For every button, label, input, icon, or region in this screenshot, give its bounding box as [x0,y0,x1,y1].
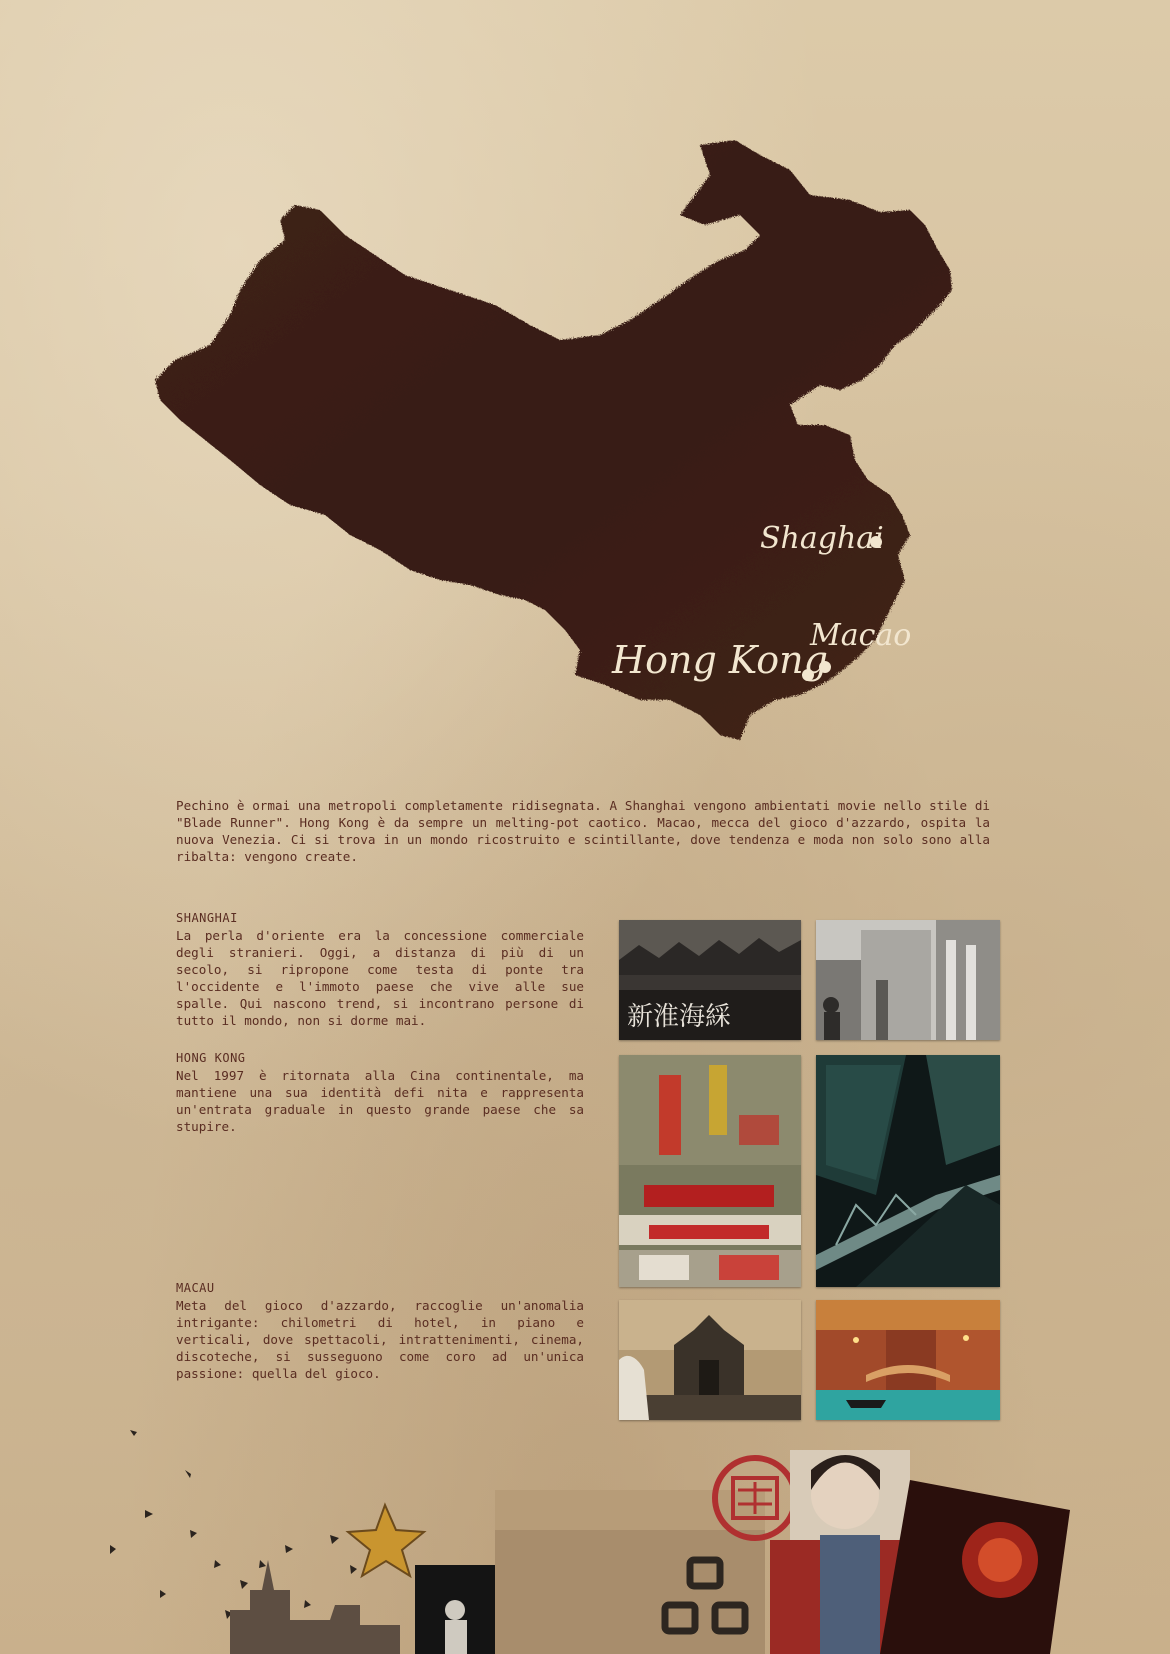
section-body: Nel 1997 è ritornata alla Cina continentale, ma mantiene una sua identità defi nita e rappresenta un'entrata graduale in questo grande paese che sa stupire. [176,1068,584,1134]
section-title: MACAU [176,1281,215,1295]
macao-label: Macao [810,618,912,653]
shanghai-sign-text: 新淮海綵 [627,1002,732,1032]
section-title: HONG KONG [176,1051,246,1065]
section-hong-kong [176,1050,584,1135]
photo-macau-venetian [816,1300,1000,1420]
intro-paragraph: Pechino è ormai una metropoli completamente ridisegnata. A Shanghai vengono ambientati movie nello stile di "Blade Runner". Hong Kong è da sempre un melting-pot caotico. Macao, mecca del gioco d'azzardo, ospita la nuova Venezia. Ci si trova in un mondo ricostruito e scintillante, dove tendenza e moda non solo sono alla ribalta: vengono create. [176,798,990,864]
hongkong-label: Hong Kong [612,638,828,682]
china-map-graphic [150,140,1020,760]
skyline [230,1560,400,1654]
photo-shanghai-street [816,920,1000,1040]
shanghai-label: Shaghai [760,521,884,556]
photo-hong-kong-signs [619,1055,801,1287]
star-icon [348,1505,424,1576]
photo-macau-ruins [619,1300,801,1420]
china-map [150,140,1020,760]
section-macau [176,1280,584,1382]
section-title: SHANGHAI [176,911,238,925]
section-body: La perla d'oriente era la concessione commerciale degli stranieri. Oggi, a distanza di più di un secolo, si ripropone come testa di ponte tra l'occidente e l'immoto paese che vive alle sue spalle. Qui nascono trend, si incontrano persone di tutto il mondo, non si dorme mai. [176,928,584,1028]
photo-hong-kong-towers [816,1055,1000,1287]
photo-shanghai-sign [619,920,801,1040]
section-body: Meta del gioco d'azzardo, raccoglie un'anomalia intrigante: chilometri di hotel, in piano e verticali, dove spettacoli, intrattenimenti, cinema, discoteche, si susseguono come coro ad un'unica passione: quella del gioco. [176,1298,584,1381]
birds-icon [110,1430,357,1619]
decorative-collage [0,1410,1170,1654]
section-shanghai [176,910,584,1029]
